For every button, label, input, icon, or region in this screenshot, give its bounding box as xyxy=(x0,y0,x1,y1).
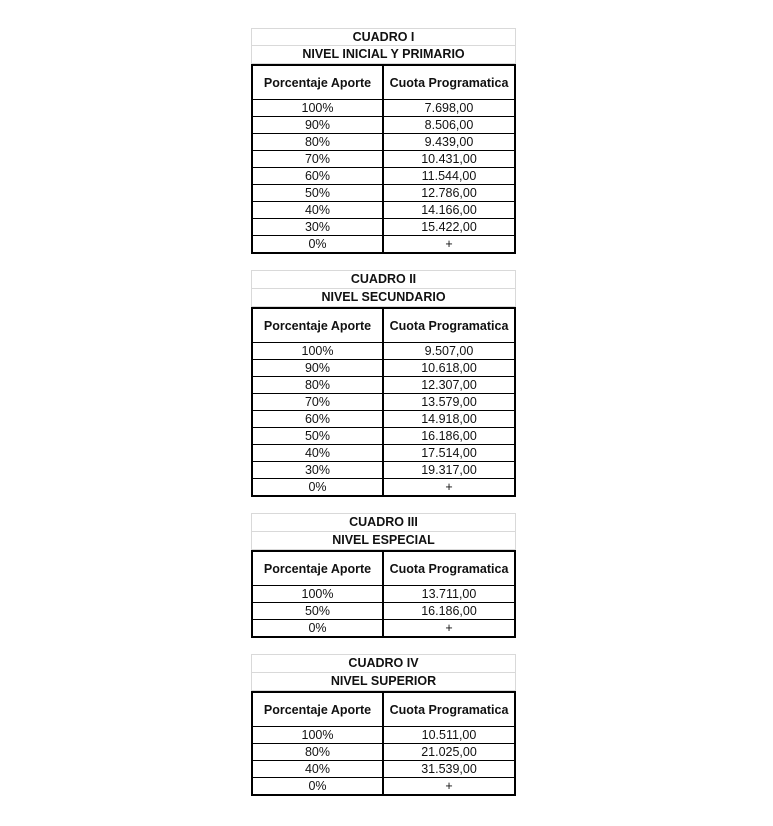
table-cuadro-1 xyxy=(251,64,516,254)
cell-percent: 60% xyxy=(253,411,384,427)
table-title: CUADRO II xyxy=(251,271,516,289)
empty-grid-row xyxy=(251,638,516,655)
table-header xyxy=(253,66,514,100)
cell-percent: 100% xyxy=(253,727,384,743)
table-row xyxy=(253,479,514,495)
cell-percent: 70% xyxy=(253,151,384,167)
cell-quota: + xyxy=(445,237,453,251)
table-row xyxy=(253,778,514,794)
cell-quota: 16.186,00 xyxy=(421,604,477,618)
table-row xyxy=(253,727,514,744)
empty-grid-row xyxy=(251,254,516,271)
empty-cell xyxy=(251,254,384,270)
cell-quota: 9.439,00 xyxy=(424,135,474,149)
empty-cell xyxy=(251,497,384,513)
table-row xyxy=(253,134,514,151)
table-header xyxy=(253,552,514,586)
table-row xyxy=(253,394,514,411)
cell-quota: 11.544,00 xyxy=(421,169,477,183)
table-row xyxy=(253,100,514,117)
empty-grid-row xyxy=(251,497,516,514)
table-title: CUADRO IV xyxy=(251,655,516,673)
empty-cell xyxy=(384,497,516,513)
header-quota: Cuota Programatica xyxy=(389,561,509,576)
table-row xyxy=(253,236,514,252)
header-quota: Cuota Programatica xyxy=(389,702,509,717)
table-row xyxy=(253,744,514,761)
empty-cell xyxy=(384,638,516,654)
table-cuadro-2 xyxy=(251,307,516,497)
table-row xyxy=(253,377,514,394)
cell-quota: + xyxy=(445,621,453,635)
spreadsheet xyxy=(251,28,516,796)
header-percent: Porcentaje Aporte xyxy=(253,552,384,585)
table-row xyxy=(253,462,514,479)
cell-percent: 30% xyxy=(253,219,384,235)
table-row xyxy=(253,117,514,134)
cell-quota: 31.539,00 xyxy=(421,762,477,776)
cell-quota: 19.317,00 xyxy=(421,463,477,477)
table-row xyxy=(253,620,514,636)
table-row xyxy=(253,185,514,202)
cell-quota: 10.431,00 xyxy=(421,152,477,166)
table-subtitle: NIVEL ESPECIAL xyxy=(251,532,516,550)
cell-percent: 50% xyxy=(253,603,384,619)
cell-quota: 21.025,00 xyxy=(421,745,477,759)
table-row xyxy=(253,445,514,462)
table-subtitle: NIVEL SUPERIOR xyxy=(251,673,516,691)
cell-quota: 10.511,00 xyxy=(421,728,477,742)
cell-percent: 80% xyxy=(253,744,384,760)
cell-quota: + xyxy=(445,480,453,494)
header-quota: Cuota Programatica xyxy=(389,75,509,90)
table-row xyxy=(253,151,514,168)
header-percent: Porcentaje Aporte xyxy=(253,66,384,99)
cell-percent: 30% xyxy=(253,462,384,478)
table-row xyxy=(253,219,514,236)
table-row xyxy=(253,343,514,360)
table-row xyxy=(253,428,514,445)
cell-quota: 8.506,00 xyxy=(424,118,474,132)
cell-percent: 80% xyxy=(253,134,384,150)
table-row xyxy=(253,411,514,428)
header-quota: Cuota Programatica xyxy=(389,318,509,333)
cell-percent: 0% xyxy=(253,479,384,495)
table-title: CUADRO I xyxy=(251,28,516,46)
table-row xyxy=(253,586,514,603)
cell-quota: 9.507,00 xyxy=(424,344,474,358)
cell-percent: 40% xyxy=(253,445,384,461)
header-percent: Porcentaje Aporte xyxy=(253,309,384,342)
table-row xyxy=(253,202,514,219)
table-title: CUADRO III xyxy=(251,514,516,532)
cell-quota: 15.422,00 xyxy=(421,220,477,234)
cell-quota: 14.918,00 xyxy=(421,412,477,426)
cell-percent: 80% xyxy=(253,377,384,393)
cell-quota: 14.166,00 xyxy=(421,203,477,217)
cell-percent: 70% xyxy=(253,394,384,410)
cell-percent: 90% xyxy=(253,360,384,376)
cell-percent: 90% xyxy=(253,117,384,133)
cell-percent: 100% xyxy=(253,343,384,359)
table-row xyxy=(253,761,514,778)
cell-quota: 13.711,00 xyxy=(421,587,477,601)
cell-quota: + xyxy=(445,779,453,793)
table-header xyxy=(253,693,514,727)
table-cuadro-4 xyxy=(251,691,516,796)
cell-quota: 12.786,00 xyxy=(421,186,477,200)
table-cuadro-3 xyxy=(251,550,516,638)
cell-quota: 16.186,00 xyxy=(421,429,477,443)
table-row xyxy=(253,603,514,620)
cell-percent: 0% xyxy=(253,778,384,794)
table-subtitle: NIVEL SECUNDARIO xyxy=(251,289,516,307)
cell-percent: 100% xyxy=(253,100,384,116)
empty-cell xyxy=(384,254,516,270)
cell-percent: 0% xyxy=(253,236,384,252)
cell-quota: 12.307,00 xyxy=(421,378,477,392)
table-subtitle: NIVEL INICIAL Y PRIMARIO xyxy=(251,46,516,64)
table-row xyxy=(253,168,514,185)
cell-quota: 17.514,00 xyxy=(421,446,477,460)
cell-percent: 50% xyxy=(253,428,384,444)
empty-cell xyxy=(251,638,384,654)
cell-quota: 10.618,00 xyxy=(421,361,477,375)
table-header xyxy=(253,309,514,343)
cell-percent: 50% xyxy=(253,185,384,201)
cell-quota: 13.579,00 xyxy=(421,395,477,409)
table-row xyxy=(253,360,514,377)
cell-percent: 60% xyxy=(253,168,384,184)
header-percent: Porcentaje Aporte xyxy=(253,693,384,726)
cell-percent: 100% xyxy=(253,586,384,602)
cell-quota: 7.698,00 xyxy=(424,101,474,115)
cell-percent: 0% xyxy=(253,620,384,636)
cell-percent: 40% xyxy=(253,202,384,218)
cell-percent: 40% xyxy=(253,761,384,777)
